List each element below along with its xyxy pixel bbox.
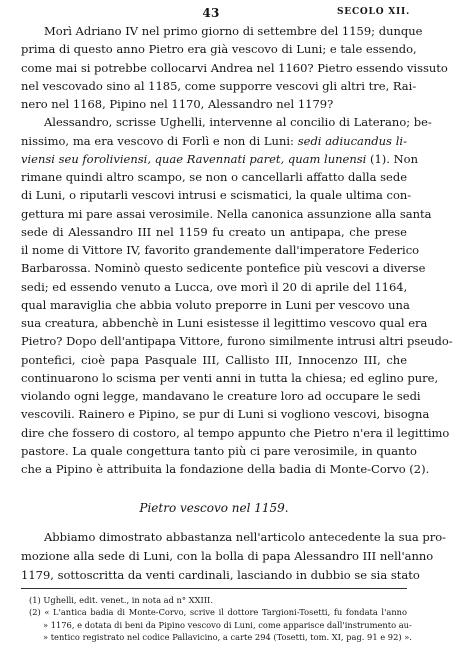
text-line: continuarono lo scisma per venti anni in tutta la chiesa; ed eglino pure, <box>21 370 439 385</box>
latin-quote: viensi seu foroliviensi, quae Ravennati paret, quam lunensi <box>21 151 367 166</box>
text-line: Pietro? Dopo dell'antipapa Vittore, furono similmente intrusi altri pseudo- <box>21 334 453 349</box>
footnote-line: (2) « L'antica badia di Monte-Corvo, scrive il dottore Targioni-Tosetti, fu fondata l'anno <box>29 607 407 618</box>
text-line: Morì Adriano IV nel primo giorno di settembre del 1159; dunque <box>44 24 423 38</box>
text-line-with-italic <box>21 132 407 150</box>
text-line: dire che fossero di costoro, al tempo appunto che Pietro n'era il legittimo <box>21 425 450 440</box>
page-header <box>0 6 422 20</box>
text-line: qual maraviglia che abbia voluto preporre in Luni per vescovo una <box>21 297 410 312</box>
text-line: nero nel 1168, Pipino nel 1170, Alessandro nel 1179? <box>21 97 334 111</box>
footnote-line: » 1176, e dotata di beni da Pipino vescovo di Luni, come apparisce dall'instrumento au- <box>43 619 412 630</box>
text-run: nissimo, ma era vescovo di Forlì e non di Luni: <box>21 133 298 148</box>
text-line: vescovili. Rainero e Pipino, se pur di Luni si vogliono vescovi, bisogna <box>21 407 430 422</box>
text-line: sede di Alessandro III nel 1159 fu creato un antipapa, che prese <box>21 224 407 239</box>
text-run: (1). Non <box>366 151 418 166</box>
footnote-line: » tentico registrato nel codice Pallavicino, a carte 294 (Tosetti, tom. XI, pag. 91 e 92) ». <box>43 632 412 643</box>
text-line: mozione alla sede di Luni, con la bolla di papa Alessandro III nell'anno <box>21 549 434 563</box>
text-line: il nome di Vittore IV, favorito grandemente dall'imperatore Federico <box>21 243 420 257</box>
text-line: gettura mi pare assai verosimile. Nella canonica assunzione alla santa <box>21 206 432 221</box>
section-heading: Pietro vescovo nel 1159. <box>139 501 289 515</box>
main-text <box>21 22 453 478</box>
text-line: nel vescovado sino al 1185, come supporre vescovi gli altri tre, Rai- <box>21 78 417 93</box>
footnote-divider <box>21 588 407 589</box>
page-number: 43 <box>202 6 220 20</box>
text-line: prima di questo anno Pietro era già vescovo di Luni; e tale essendo, <box>21 42 417 57</box>
text-line: violando ogni legge, mandavano le creature loro ad occupare le sedi <box>21 389 421 403</box>
text-line: sua creatura, abbenchè in Luni esistesse il legittimo vescovo qual era <box>21 316 428 330</box>
text-line: come mai si potrebbe collocarvi Andrea nel 1160? Pietro essendo vissuto <box>21 60 448 75</box>
latin-quote: sedi adiucandus li- <box>297 133 408 148</box>
footnotes <box>29 594 412 644</box>
running-title: SECOLO XII. <box>337 7 410 17</box>
text-line: rimane quindi altro scampo, se non o cancellarli affatto dalla sede <box>21 170 407 184</box>
text-line: 1179, sottoscritta da venti cardinali, lasciando in dubbio se sia stato <box>21 568 420 582</box>
text-line-with-italic <box>21 150 418 168</box>
text-line: pontefici, cioè papa Pasquale III, Callisto III, Innocenzo III, che <box>21 352 407 367</box>
text-line: di Luni, o riputarli vescovi intrusi e scismatici, la quale ultima con- <box>21 188 412 203</box>
section-text <box>21 528 447 585</box>
text-line: sedi; ed essendo venuto a Lucca, ove morì il 20 di aprile del 1164, <box>21 279 408 294</box>
text-line: Barbarossa. Nominò questo sedicente pontefice più vescovi a diverse <box>21 261 426 276</box>
footnote-line: (1) Ughelli, edit. venet., in nota ad n° XXIII. <box>29 595 213 605</box>
text-line: Abbiamo dimostrato abbastanza nell'articolo antecedente la sua pro- <box>44 530 447 544</box>
text-line: Alessandro, scrisse Ughelli, intervenne al concilio di Laterano; be- <box>44 115 432 130</box>
text-line: pastore. La quale congettura tanto più ci pare verosimile, in quanto <box>21 443 417 458</box>
text-line: che a Pipino è attribuita la fondazione della badia di Monte-Corvo (2). <box>21 462 430 476</box>
